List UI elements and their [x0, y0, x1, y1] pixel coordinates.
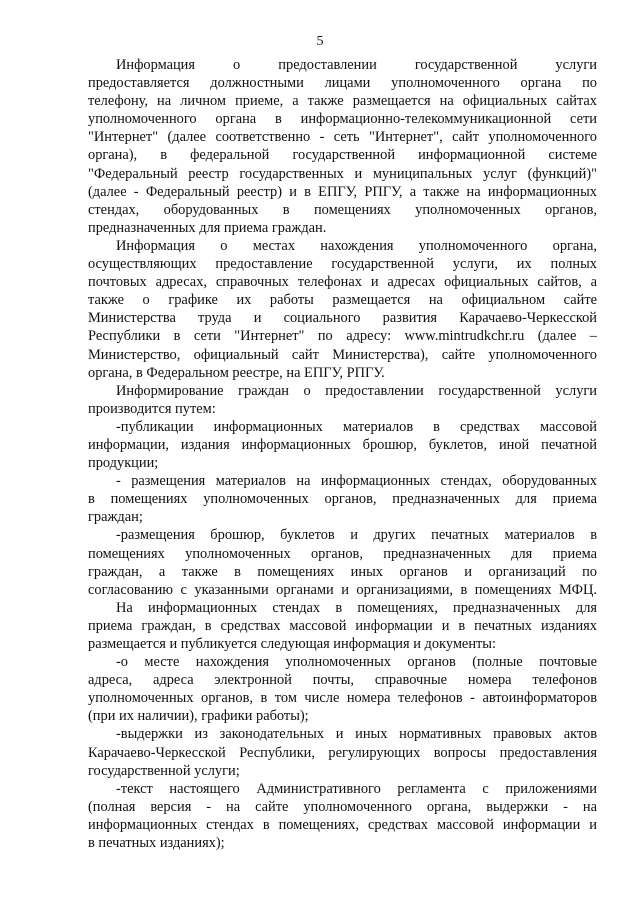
text-line: продукции; — [88, 455, 159, 472]
text-line: государственной услуги; — [88, 762, 240, 779]
text-line: стендах, оборудованных в помещениях уполномоченных органов, — [88, 201, 597, 218]
text-line: - размещения материалов на информационных стендах, оборудованных — [116, 473, 597, 490]
text-line: информации, издания информационных брошюр, буклетов, иной печатной — [88, 436, 597, 453]
text-line: Информация о местах нахождения уполномоченного органа, — [116, 237, 597, 254]
text-line: в печатных изданиях); — [88, 835, 225, 852]
text-line: уполномоченных органов, в том числе номера телефонов - автоинформаторов — [88, 690, 597, 707]
text-line: осуществляющих предоставление государственной услуги, их полных — [88, 256, 597, 273]
body-text — [88, 56, 597, 852]
text-line: -о месте нахождения уполномоченных органов (полные почтовые — [116, 654, 597, 671]
text-line: Карачаево-Черкесской Республики, регулирующих вопросы предоставления — [88, 744, 597, 761]
text-line: согласованию с указанными органами и организациями, в помещениях МФЦ. — [88, 581, 597, 598]
text-line: производится путем: — [88, 400, 216, 417]
text-line: -текст настоящего Административного регламента с приложениями — [116, 780, 597, 797]
text-line: предоставляется должностными лицами уполномоченного органа по — [88, 75, 597, 92]
text-line: Информирование граждан о предоставлении государственной услуги — [116, 382, 597, 399]
text-line: Министерства труда и социального развития Карачаево-Черкесской — [88, 310, 597, 327]
text-line: почтовых адресах, справочных телефонах и адресах официальных сайтов, а — [88, 274, 597, 291]
text-line: уполномоченного органа в информационно-телекоммуникационной сети — [88, 111, 597, 128]
text-line: (полная версия - на сайте уполномоченного органа, выдержки - на — [88, 798, 597, 815]
text-line: предназначенных для приема граждан. — [88, 219, 327, 236]
text-line: Министерство, официальный сайт Министерства), сайте уполномоченного — [88, 346, 597, 363]
text-line: На информационных стендах в помещениях, предназначенных для — [116, 599, 597, 616]
text-line: "Федеральный реестр государственных и муниципальных услуг (функций)" — [88, 165, 597, 182]
text-line: также о графике их работы размещается на официальном сайте — [88, 292, 597, 309]
text-line: -размещения брошюр, буклетов и других печатных материалов в — [116, 527, 597, 544]
text-line: информационных стендах в помещениях, средствах массовой информации и — [88, 816, 597, 833]
text-line: органа), в федеральной государственной информационной системе — [88, 147, 597, 164]
text-line: граждан, а также в помещениях иных органов и организаций по — [88, 563, 597, 580]
text-line: органа, в Федеральном реестре, на ЕПГУ, РПГУ. — [88, 364, 385, 381]
text-line: -публикации информационных материалов в средствах массовой — [116, 418, 597, 435]
text-line: (далее - Федеральный реестр) и в ЕПГУ, РПГУ, а также на информационных — [88, 183, 597, 200]
text-line: приема граждан, в средствах массовой информации и в печатных изданиях — [88, 617, 597, 634]
text-line: Информация о предоставлении государственной услуги — [116, 57, 597, 73]
text-line: "Интернет" (далее соответственно - сеть "Интернет", сайт уполномоченного — [88, 129, 597, 146]
text-line: адреса, адреса электронной почты, справочные номера телефонов — [88, 672, 597, 689]
text-line: -выдержки из законодательных и иных нормативных правовых актов — [116, 726, 597, 743]
page-number: 5 — [316, 34, 324, 49]
text-line: граждан; — [88, 509, 143, 526]
text-line: (при их наличии), графики работы); — [88, 708, 309, 725]
text-line: размещается и публикуется следующая информация и документы: — [88, 636, 496, 652]
text-line: телефону, на личном приеме, а также размещается на официальных сайтах — [88, 93, 597, 110]
text-line: помещениях уполномоченных органов, предназначенных для приема — [88, 545, 597, 562]
text-line: Республики в сети "Интернет" по адресу: www.mintrudkchr.ru (далее – — [88, 328, 597, 345]
text-line: в помещениях уполномоченных органов, предназначенных для приема — [88, 491, 597, 508]
